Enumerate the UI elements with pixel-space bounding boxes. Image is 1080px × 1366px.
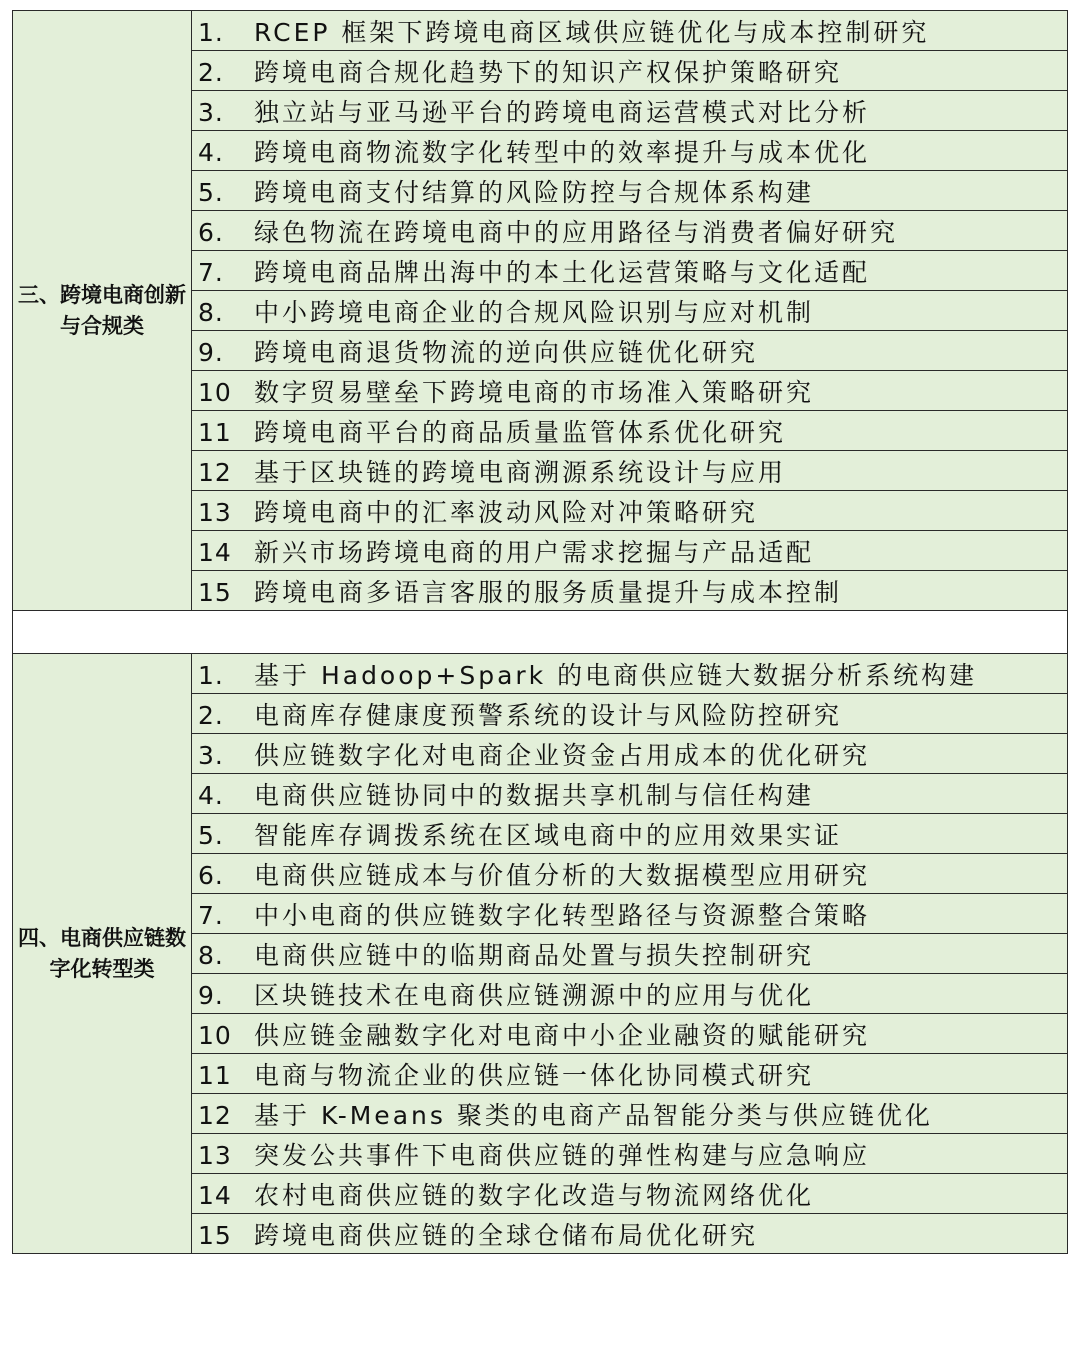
topic-title: 中小跨境电商企业的合规风险识别与应对机制 — [254, 297, 815, 327]
topic-cell — [192, 1134, 1068, 1174]
topic-title: 电商供应链成本与价值分析的大数据模型应用研究 — [254, 860, 871, 890]
topic-cell — [192, 974, 1068, 1014]
topic-title: 新兴市场跨境电商的用户需求挖掘与产品适配 — [254, 537, 815, 567]
topic-cell — [192, 1174, 1068, 1214]
topic-number: 6. — [198, 217, 224, 247]
topic-cell — [192, 934, 1068, 974]
topic-title: RCEP 框架下跨境电商区域供应链优化与成本控制研究 — [254, 17, 930, 47]
topic-cell — [192, 531, 1068, 571]
topic-number: 7. — [198, 257, 224, 287]
topic-title: 基于 Hadoop+Spark 的电商供应链大数据分析系统构建 — [254, 660, 978, 690]
topic-number: 14 — [198, 1180, 232, 1210]
topic-cell — [192, 51, 1068, 91]
topic-cell — [192, 411, 1068, 451]
topic-number: 11 — [198, 1060, 232, 1090]
topic-number: 5. — [198, 177, 224, 207]
topic-number: 15 — [198, 1220, 232, 1250]
topic-number: 11 — [198, 417, 232, 447]
topic-cell — [192, 91, 1068, 131]
topic-number: 12 — [198, 457, 232, 487]
topic-number: 13 — [198, 1140, 232, 1170]
topic-title: 绿色物流在跨境电商中的应用路径与消费者偏好研究 — [254, 217, 899, 247]
topic-cell — [192, 854, 1068, 894]
topic-title: 智能库存调拨系统在区域电商中的应用效果实证 — [254, 820, 843, 850]
topic-cell — [192, 894, 1068, 934]
topic-title: 农村电商供应链的数字化改造与物流网络优化 — [254, 1180, 815, 1210]
topic-cell — [192, 654, 1068, 694]
topic-title: 基于 K-Means 聚类的电商产品智能分类与供应链优化 — [254, 1100, 933, 1130]
topic-number: 15 — [198, 577, 232, 607]
topic-cell — [192, 251, 1068, 291]
topic-number: 8. — [198, 297, 224, 327]
topic-title: 跨境电商供应链的全球仓储布局优化研究 — [254, 1220, 759, 1250]
topic-cell — [192, 734, 1068, 774]
category-cell: 四、电商供应链数字化转型类 — [13, 654, 192, 1254]
topic-number: 6. — [198, 860, 224, 890]
topic-title: 跨境电商品牌出海中的本土化运营策略与文化适配 — [254, 257, 871, 287]
topic-title: 基于区块链的跨境电商溯源系统设计与应用 — [254, 457, 787, 487]
topic-table-container — [12, 10, 1068, 1254]
topic-title: 跨境电商支付结算的风险防控与合规体系构建 — [254, 177, 815, 207]
topic-title: 电商供应链中的临期商品处置与损失控制研究 — [254, 940, 815, 970]
topic-title: 跨境电商平台的商品质量监管体系优化研究 — [254, 417, 787, 447]
topic-cell — [192, 11, 1068, 51]
topic-title: 数字贸易壁垒下跨境电商的市场准入策略研究 — [254, 377, 815, 407]
section-spacer — [13, 611, 1068, 654]
topic-cell — [192, 1094, 1068, 1134]
topic-cell — [192, 171, 1068, 211]
topic-title: 中小电商的供应链数字化转型路径与资源整合策略 — [254, 900, 871, 930]
topic-number: 2. — [198, 700, 224, 730]
topic-title: 电商库存健康度预警系统的设计与风险防控研究 — [254, 700, 843, 730]
topic-title: 电商供应链协同中的数据共享机制与信任构建 — [254, 780, 815, 810]
spacer-cell — [13, 611, 1068, 654]
topic-title: 电商与物流企业的供应链一体化协同模式研究 — [254, 1060, 815, 1090]
topic-cell — [192, 211, 1068, 251]
topic-title: 跨境电商合规化趋势下的知识产权保护策略研究 — [254, 57, 843, 87]
topic-cell — [192, 694, 1068, 734]
topic-number: 10 — [198, 377, 232, 407]
topic-number: 4. — [198, 137, 224, 167]
topic-table — [12, 10, 1068, 1254]
topic-number: 3. — [198, 97, 224, 127]
topic-cell — [192, 491, 1068, 531]
topic-title: 区块链技术在电商供应链溯源中的应用与优化 — [254, 980, 815, 1010]
topic-cell — [192, 774, 1068, 814]
topic-title: 供应链金融数字化对电商中小企业融资的赋能研究 — [254, 1020, 871, 1050]
topic-number: 8. — [198, 940, 224, 970]
table-row — [13, 11, 1068, 51]
topic-cell — [192, 1054, 1068, 1094]
topic-title: 跨境电商多语言客服的服务质量提升与成本控制 — [254, 577, 843, 607]
topic-title: 供应链数字化对电商企业资金占用成本的优化研究 — [254, 740, 871, 770]
topic-number: 7. — [198, 900, 224, 930]
topic-title: 跨境电商物流数字化转型中的效率提升与成本优化 — [254, 137, 871, 167]
table-row — [13, 654, 1068, 694]
topic-number: 4. — [198, 780, 224, 810]
category-cell: 三、跨境电商创新与合规类 — [13, 11, 192, 611]
topic-title: 独立站与亚马逊平台的跨境电商运营模式对比分析 — [254, 97, 871, 127]
topic-number: 9. — [198, 337, 224, 367]
topic-number: 1. — [198, 660, 224, 690]
topic-cell — [192, 451, 1068, 491]
topic-cell — [192, 571, 1068, 611]
topic-cell — [192, 131, 1068, 171]
topic-number: 9. — [198, 980, 224, 1010]
topic-cell — [192, 814, 1068, 854]
topic-cell — [192, 331, 1068, 371]
topic-cell — [192, 1014, 1068, 1054]
topic-number: 12 — [198, 1100, 232, 1130]
topic-title: 跨境电商退货物流的逆向供应链优化研究 — [254, 337, 759, 367]
topic-number: 2. — [198, 57, 224, 87]
topic-title: 跨境电商中的汇率波动风险对冲策略研究 — [254, 497, 759, 527]
topic-title: 突发公共事件下电商供应链的弹性构建与应急响应 — [254, 1140, 871, 1170]
topic-number: 14 — [198, 537, 232, 567]
topic-number: 3. — [198, 740, 224, 770]
topic-cell — [192, 1214, 1068, 1254]
topic-number: 5. — [198, 820, 224, 850]
topic-number: 1. — [198, 17, 224, 47]
topic-number: 13 — [198, 497, 232, 527]
topic-cell — [192, 291, 1068, 331]
topic-number: 10 — [198, 1020, 232, 1050]
topic-cell — [192, 371, 1068, 411]
topic-table-body — [13, 11, 1068, 1254]
